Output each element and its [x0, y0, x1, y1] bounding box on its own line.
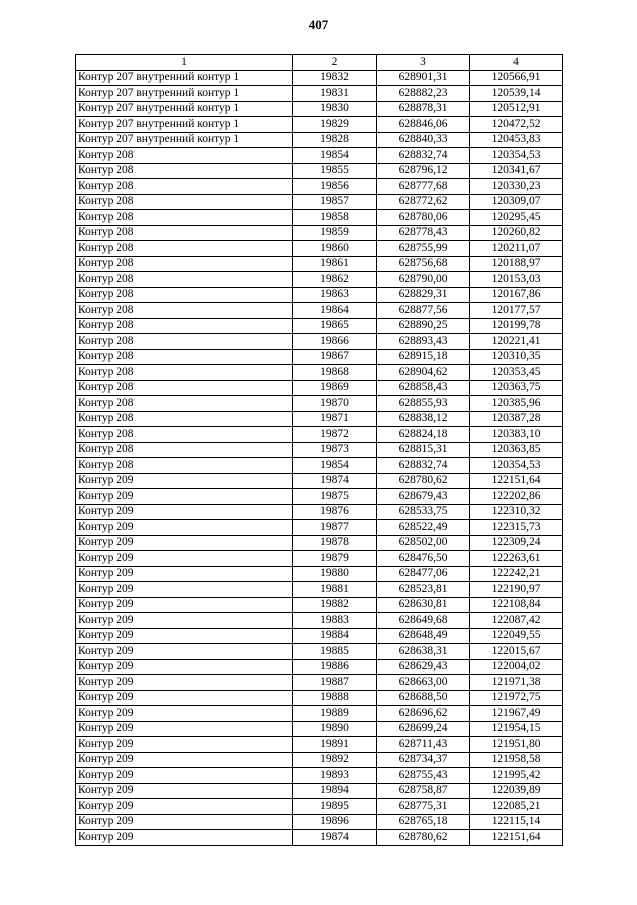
table-row: [76, 442, 563, 458]
y-coordinate-cell: 121995,42: [470, 768, 563, 784]
y-coordinate-cell: 120309,07: [470, 194, 563, 210]
point-number-cell: 19854: [293, 458, 377, 474]
x-coordinate-cell: 628840,33: [377, 132, 470, 148]
point-number-cell: 19829: [293, 117, 377, 133]
point-number-cell: 19892: [293, 752, 377, 768]
y-coordinate-cell: 121951,80: [470, 737, 563, 753]
point-number-cell: 19896: [293, 814, 377, 830]
x-coordinate-cell: 628648,49: [377, 628, 470, 644]
point-number-cell: 19878: [293, 535, 377, 551]
x-coordinate-cell: 628846,06: [377, 117, 470, 133]
table-row: [76, 163, 563, 179]
table-row: [76, 752, 563, 768]
contour-name-cell: Контур 208: [76, 334, 293, 350]
x-coordinate-cell: 628477,06: [377, 566, 470, 582]
y-coordinate-cell: 121972,75: [470, 690, 563, 706]
y-coordinate-cell: 120341,67: [470, 163, 563, 179]
table-row: [76, 675, 563, 691]
x-coordinate-cell: 628890,25: [377, 318, 470, 334]
contour-name-cell: Контур 208: [76, 458, 293, 474]
contour-name-cell: Контур 208: [76, 272, 293, 288]
y-coordinate-cell: 122151,64: [470, 830, 563, 846]
point-number-cell: 19831: [293, 86, 377, 102]
table-row: [76, 613, 563, 629]
table-row: [76, 179, 563, 195]
y-coordinate-cell: 120211,07: [470, 241, 563, 257]
point-number-cell: 19874: [293, 473, 377, 489]
contour-name-cell: Контур 209: [76, 613, 293, 629]
x-coordinate-cell: 628772,62: [377, 194, 470, 210]
contour-name-cell: Контур 208: [76, 210, 293, 226]
contour-name-cell: Контур 209: [76, 814, 293, 830]
contour-name-cell: Контур 208: [76, 396, 293, 412]
table-row: [76, 830, 563, 846]
contour-name-cell: Контур 208: [76, 241, 293, 257]
y-coordinate-cell: 120363,85: [470, 442, 563, 458]
y-coordinate-cell: 120260,82: [470, 225, 563, 241]
point-number-cell: 19890: [293, 721, 377, 737]
table-row: [76, 504, 563, 520]
x-coordinate-cell: 628533,75: [377, 504, 470, 520]
point-number-cell: 19865: [293, 318, 377, 334]
contour-name-cell: Контур 209: [76, 721, 293, 737]
table-row: [76, 706, 563, 722]
point-number-cell: 19874: [293, 830, 377, 846]
table-row: [76, 427, 563, 443]
point-number-cell: 19830: [293, 101, 377, 117]
table-row: [76, 644, 563, 660]
contour-name-cell: Контур 209: [76, 799, 293, 815]
contour-name-cell: Контур 209: [76, 783, 293, 799]
table-row: [76, 628, 563, 644]
table-row: [76, 814, 563, 830]
x-coordinate-cell: 628756,68: [377, 256, 470, 272]
point-number-cell: 19895: [293, 799, 377, 815]
contour-name-cell: Контур 207 внутренний контур 1: [76, 86, 293, 102]
x-coordinate-cell: 628855,93: [377, 396, 470, 412]
point-number-cell: 19875: [293, 489, 377, 505]
table-row: [76, 690, 563, 706]
y-coordinate-cell: 122085,21: [470, 799, 563, 815]
x-coordinate-cell: 628904,62: [377, 365, 470, 381]
contour-name-cell: Контур 208: [76, 163, 293, 179]
point-number-cell: 19893: [293, 768, 377, 784]
table-row: [76, 535, 563, 551]
point-number-cell: 19863: [293, 287, 377, 303]
y-coordinate-cell: 120539,14: [470, 86, 563, 102]
point-number-cell: 19880: [293, 566, 377, 582]
y-coordinate-cell: 122202,86: [470, 489, 563, 505]
y-coordinate-cell: 120383,10: [470, 427, 563, 443]
contour-name-cell: Контур 209: [76, 489, 293, 505]
contour-name-cell: Контур 207 внутренний контур 1: [76, 101, 293, 117]
point-number-cell: 19828: [293, 132, 377, 148]
table-row: [76, 768, 563, 784]
y-coordinate-cell: 120353,45: [470, 365, 563, 381]
column-header: 4: [470, 55, 563, 71]
table-row: [76, 551, 563, 567]
y-coordinate-cell: 120310,35: [470, 349, 563, 365]
point-number-cell: 19855: [293, 163, 377, 179]
point-number-cell: 19883: [293, 613, 377, 629]
point-number-cell: 19882: [293, 597, 377, 613]
table-row: [76, 799, 563, 815]
y-coordinate-cell: 121967,49: [470, 706, 563, 722]
y-coordinate-cell: 120330,23: [470, 179, 563, 195]
table-row: [76, 582, 563, 598]
contour-name-cell: Контур 209: [76, 535, 293, 551]
x-coordinate-cell: 628765,18: [377, 814, 470, 830]
table-row: [76, 365, 563, 381]
x-coordinate-cell: 628522,49: [377, 520, 470, 536]
contour-name-cell: Контур 209: [76, 520, 293, 536]
contour-name-cell: Контур 209: [76, 628, 293, 644]
y-coordinate-cell: 122039,89: [470, 783, 563, 799]
point-number-cell: 19856: [293, 179, 377, 195]
contour-name-cell: Контур 209: [76, 675, 293, 691]
contour-name-cell: Контур 208: [76, 411, 293, 427]
point-number-cell: 19888: [293, 690, 377, 706]
table-row: [76, 210, 563, 226]
table-row: [76, 225, 563, 241]
x-coordinate-cell: 628780,62: [377, 830, 470, 846]
point-number-cell: 19866: [293, 334, 377, 350]
x-coordinate-cell: 628696,62: [377, 706, 470, 722]
x-coordinate-cell: 628755,99: [377, 241, 470, 257]
x-coordinate-cell: 628832,74: [377, 458, 470, 474]
x-coordinate-cell: 628796,12: [377, 163, 470, 179]
table-row: [76, 566, 563, 582]
x-coordinate-cell: 628878,31: [377, 101, 470, 117]
y-coordinate-cell: 122263,61: [470, 551, 563, 567]
point-number-cell: 19894: [293, 783, 377, 799]
table-row: [76, 597, 563, 613]
x-coordinate-cell: 628838,12: [377, 411, 470, 427]
table-row: [76, 194, 563, 210]
y-coordinate-cell: 122004,02: [470, 659, 563, 675]
table-row: [76, 86, 563, 102]
x-coordinate-cell: 628711,43: [377, 737, 470, 753]
y-coordinate-cell: 120512,91: [470, 101, 563, 117]
y-coordinate-cell: 122049,55: [470, 628, 563, 644]
contour-name-cell: Контур 209: [76, 768, 293, 784]
point-number-cell: 19873: [293, 442, 377, 458]
column-header: 3: [377, 55, 470, 71]
table-body: [76, 70, 563, 845]
x-coordinate-cell: 628777,68: [377, 179, 470, 195]
contour-name-cell: Контур 209: [76, 566, 293, 582]
point-number-cell: 19876: [293, 504, 377, 520]
contour-name-cell: Контур 208: [76, 365, 293, 381]
y-coordinate-cell: 120453,83: [470, 132, 563, 148]
x-coordinate-cell: 628829,31: [377, 287, 470, 303]
contour-name-cell: Контур 209: [76, 706, 293, 722]
contour-name-cell: Контур 209: [76, 597, 293, 613]
point-number-cell: 19877: [293, 520, 377, 536]
contour-name-cell: Контур 209: [76, 644, 293, 660]
table-row: [76, 318, 563, 334]
table-row: [76, 721, 563, 737]
contour-name-cell: Контур 208: [76, 380, 293, 396]
table-row: [76, 489, 563, 505]
point-number-cell: 19867: [293, 349, 377, 365]
y-coordinate-cell: 122190,97: [470, 582, 563, 598]
y-coordinate-cell: 122087,42: [470, 613, 563, 629]
contour-name-cell: Контур 209: [76, 690, 293, 706]
y-coordinate-cell: 121954,15: [470, 721, 563, 737]
contour-name-cell: Контур 207 внутренний контур 1: [76, 70, 293, 86]
table-row: [76, 132, 563, 148]
y-coordinate-cell: 122115,14: [470, 814, 563, 830]
table-row: [76, 458, 563, 474]
point-number-cell: 19862: [293, 272, 377, 288]
x-coordinate-cell: 628858,43: [377, 380, 470, 396]
point-number-cell: 19857: [293, 194, 377, 210]
table-row: [76, 117, 563, 133]
table-row: [76, 334, 563, 350]
table-row: [76, 70, 563, 86]
contour-name-cell: Контур 207 внутренний контур 1: [76, 117, 293, 133]
table-header-row: [76, 55, 563, 71]
y-coordinate-cell: 122151,64: [470, 473, 563, 489]
point-number-cell: 19864: [293, 303, 377, 319]
point-number-cell: 19861: [293, 256, 377, 272]
y-coordinate-cell: 120566,91: [470, 70, 563, 86]
x-coordinate-cell: 628755,43: [377, 768, 470, 784]
contour-name-cell: Контур 207 внутренний контур 1: [76, 132, 293, 148]
x-coordinate-cell: 628679,43: [377, 489, 470, 505]
table-row: [76, 148, 563, 164]
table-row: [76, 411, 563, 427]
contour-name-cell: Контур 208: [76, 303, 293, 319]
x-coordinate-cell: 628882,23: [377, 86, 470, 102]
x-coordinate-cell: 628877,56: [377, 303, 470, 319]
x-coordinate-cell: 628780,62: [377, 473, 470, 489]
table-row: [76, 380, 563, 396]
point-number-cell: 19871: [293, 411, 377, 427]
contour-name-cell: Контур 209: [76, 659, 293, 675]
point-number-cell: 19860: [293, 241, 377, 257]
contour-name-cell: Контур 208: [76, 194, 293, 210]
x-coordinate-cell: 628824,18: [377, 427, 470, 443]
table-row: [76, 659, 563, 675]
contour-name-cell: Контур 209: [76, 737, 293, 753]
x-coordinate-cell: 628523,81: [377, 582, 470, 598]
contour-name-cell: Контур 209: [76, 830, 293, 846]
y-coordinate-cell: 121971,38: [470, 675, 563, 691]
y-coordinate-cell: 120354,53: [470, 458, 563, 474]
x-coordinate-cell: 628775,31: [377, 799, 470, 815]
x-coordinate-cell: 628778,43: [377, 225, 470, 241]
contour-name-cell: Контур 209: [76, 504, 293, 520]
x-coordinate-cell: 628893,43: [377, 334, 470, 350]
y-coordinate-cell: 121958,58: [470, 752, 563, 768]
contour-name-cell: Контур 209: [76, 582, 293, 598]
y-coordinate-cell: 122015,67: [470, 644, 563, 660]
point-number-cell: 19881: [293, 582, 377, 598]
column-header: 1: [76, 55, 293, 71]
contour-name-cell: Контур 208: [76, 256, 293, 272]
point-number-cell: 19889: [293, 706, 377, 722]
point-number-cell: 19885: [293, 644, 377, 660]
x-coordinate-cell: 628476,50: [377, 551, 470, 567]
point-number-cell: 19858: [293, 210, 377, 226]
x-coordinate-cell: 628638,31: [377, 644, 470, 660]
point-number-cell: 19869: [293, 380, 377, 396]
table-row: [76, 473, 563, 489]
x-coordinate-cell: 628915,18: [377, 349, 470, 365]
x-coordinate-cell: 628630,81: [377, 597, 470, 613]
point-number-cell: 19884: [293, 628, 377, 644]
contour-name-cell: Контур 208: [76, 318, 293, 334]
table-row: [76, 349, 563, 365]
x-coordinate-cell: 628815,31: [377, 442, 470, 458]
x-coordinate-cell: 628758,87: [377, 783, 470, 799]
y-coordinate-cell: 122242,21: [470, 566, 563, 582]
x-coordinate-cell: 628688,50: [377, 690, 470, 706]
contour-name-cell: Контур 209: [76, 473, 293, 489]
y-coordinate-cell: 120472,52: [470, 117, 563, 133]
point-number-cell: 19886: [293, 659, 377, 675]
y-coordinate-cell: 120387,28: [470, 411, 563, 427]
contour-name-cell: Контур 208: [76, 148, 293, 164]
y-coordinate-cell: 120354,53: [470, 148, 563, 164]
table-row: [76, 520, 563, 536]
y-coordinate-cell: 122310,32: [470, 504, 563, 520]
table-row: [76, 241, 563, 257]
point-number-cell: 19879: [293, 551, 377, 567]
table-row: [76, 256, 563, 272]
x-coordinate-cell: 628699,24: [377, 721, 470, 737]
y-coordinate-cell: 120385,96: [470, 396, 563, 412]
y-coordinate-cell: 120177,57: [470, 303, 563, 319]
y-coordinate-cell: 120188,97: [470, 256, 563, 272]
contour-name-cell: Контур 208: [76, 442, 293, 458]
point-number-cell: 19859: [293, 225, 377, 241]
x-coordinate-cell: 628629,43: [377, 659, 470, 675]
x-coordinate-cell: 628901,31: [377, 70, 470, 86]
y-coordinate-cell: 120167,86: [470, 287, 563, 303]
table-row: [76, 287, 563, 303]
y-coordinate-cell: 122309,24: [470, 535, 563, 551]
point-number-cell: 19868: [293, 365, 377, 381]
x-coordinate-cell: 628734,37: [377, 752, 470, 768]
point-number-cell: 19832: [293, 70, 377, 86]
point-number-cell: 19872: [293, 427, 377, 443]
contour-name-cell: Контур 208: [76, 349, 293, 365]
x-coordinate-cell: 628832,74: [377, 148, 470, 164]
point-number-cell: 19854: [293, 148, 377, 164]
x-coordinate-cell: 628790,00: [377, 272, 470, 288]
y-coordinate-cell: 120221,41: [470, 334, 563, 350]
table-row: [76, 272, 563, 288]
y-coordinate-cell: 120153,03: [470, 272, 563, 288]
x-coordinate-cell: 628780,06: [377, 210, 470, 226]
contour-name-cell: Контур 208: [76, 179, 293, 195]
y-coordinate-cell: 120199,78: [470, 318, 563, 334]
x-coordinate-cell: 628502,00: [377, 535, 470, 551]
table-row: [76, 783, 563, 799]
table-row: [76, 396, 563, 412]
contour-name-cell: Контур 208: [76, 427, 293, 443]
y-coordinate-cell: 120295,45: [470, 210, 563, 226]
y-coordinate-cell: 122315,73: [470, 520, 563, 536]
contour-name-cell: Контур 209: [76, 752, 293, 768]
point-number-cell: 19870: [293, 396, 377, 412]
y-coordinate-cell: 122108,84: [470, 597, 563, 613]
point-number-cell: 19891: [293, 737, 377, 753]
y-coordinate-cell: 120363,75: [470, 380, 563, 396]
table-row: [76, 101, 563, 117]
point-number-cell: 19887: [293, 675, 377, 691]
column-header: 2: [293, 55, 377, 71]
coordinates-table: [75, 54, 563, 846]
contour-name-cell: Контур 209: [76, 551, 293, 567]
x-coordinate-cell: 628663,00: [377, 675, 470, 691]
page-number: 407: [308, 17, 329, 32]
contour-name-cell: Контур 208: [76, 287, 293, 303]
contour-name-cell: Контур 208: [76, 225, 293, 241]
x-coordinate-cell: 628649,68: [377, 613, 470, 629]
table-row: [76, 737, 563, 753]
table-row: [76, 303, 563, 319]
